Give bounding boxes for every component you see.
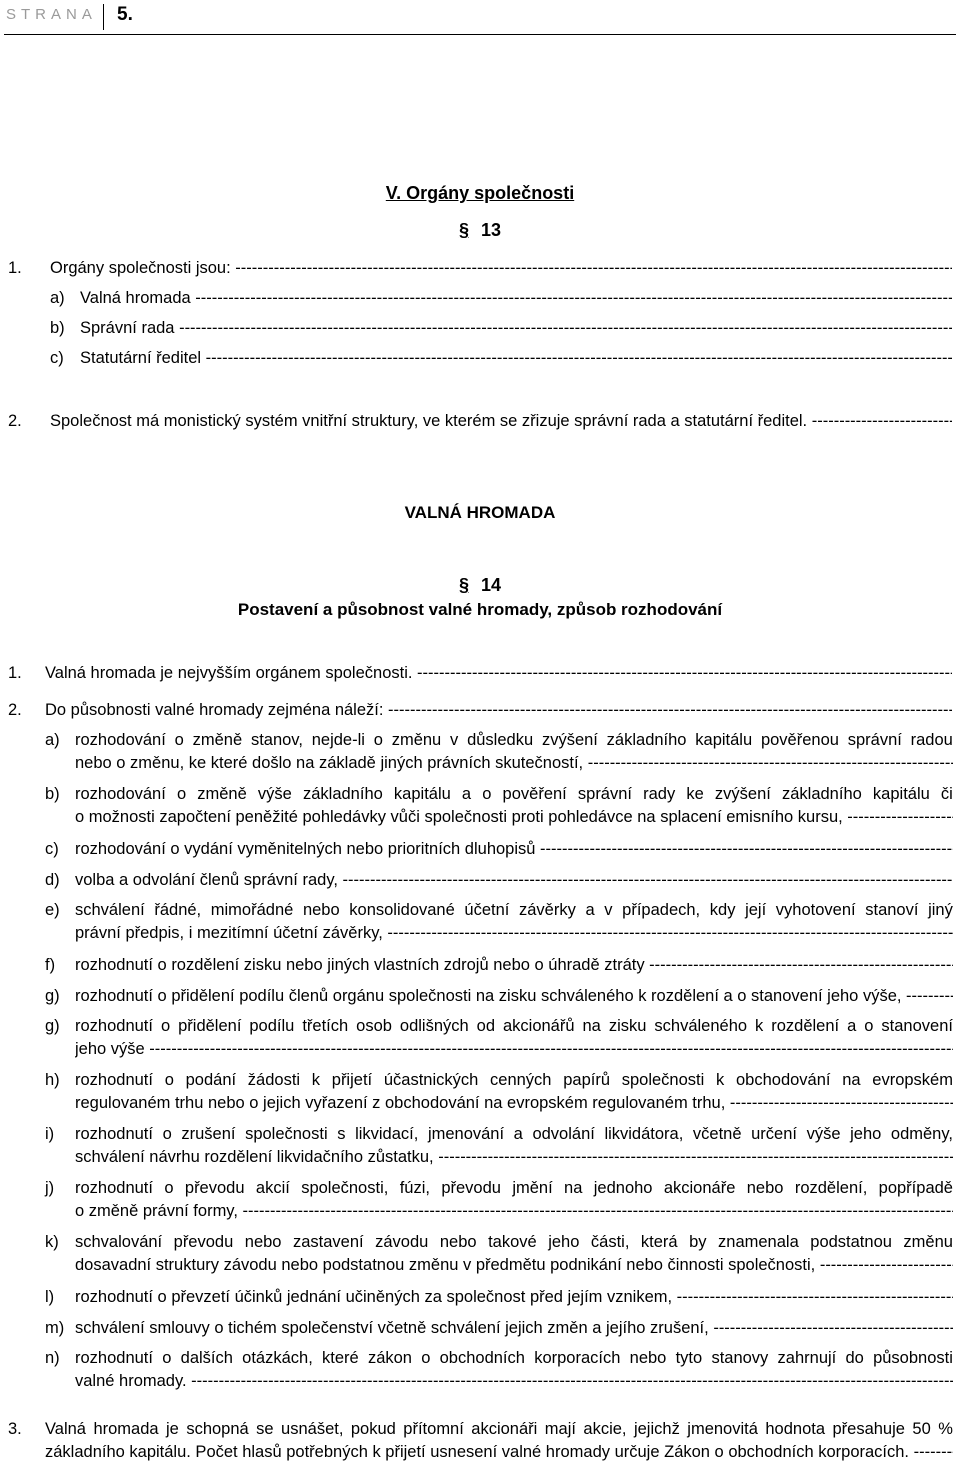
word: 50 (912, 1420, 931, 1438)
section-13-heading (0, 220, 960, 241)
word: změnu (391, 731, 442, 749)
section-14-title: Postavení a působnost valné hromady, způsob rozhodování (237, 600, 723, 619)
word: o (164, 1179, 174, 1197)
word: přijetí (331, 1071, 373, 1089)
word: konsolidované (349, 901, 455, 919)
word: se (256, 1420, 274, 1438)
word: obchodování (735, 1071, 831, 1089)
word: rozhodnutí (75, 1179, 153, 1197)
word: zvýšení (541, 731, 598, 749)
word: na (582, 1017, 601, 1035)
sec14-item-line (75, 729, 953, 751)
word: odlišných (399, 1017, 469, 1035)
word: jmění (512, 1179, 553, 1197)
word: na (842, 1071, 861, 1089)
word: akcií (255, 1179, 290, 1197)
word: správní (577, 785, 632, 803)
word: fúzi, (399, 1179, 430, 1197)
word: kapitálu (872, 785, 930, 803)
sec14-p2-text: Do působnosti valné hromady zejména náleží: ----- (45, 699, 952, 721)
word: v (450, 731, 459, 749)
word: jmenovitá (687, 1420, 758, 1438)
word: přítomní (403, 1420, 464, 1438)
sec13-item-text: Správní rada ----- (80, 317, 952, 339)
word: mají (544, 1420, 576, 1438)
word: její (745, 901, 767, 919)
word: radou (910, 731, 953, 749)
word: zákon (367, 1349, 412, 1367)
sec14-item-line: jeho výše ----- (75, 1038, 953, 1060)
word: zahrnují (777, 1349, 837, 1367)
sec13-item-letter: a) (50, 289, 65, 307)
word: hromada (93, 1420, 159, 1438)
chapter-title: V. Orgány společnosti (385, 183, 575, 203)
word: pokud (350, 1420, 396, 1438)
word: likvidátora, (604, 1125, 684, 1143)
word: třetích (302, 1017, 349, 1035)
word: případech, (622, 901, 701, 919)
sec14-p2-number: 2. (8, 701, 22, 719)
word: působnosti (873, 1349, 953, 1367)
word: základního (606, 731, 687, 749)
sec14-item-letter: n) (45, 1349, 60, 1367)
sec14-item-line: rozhodnutí o rozdělení zisku nebo jiných vlastních zdrojů nebo o úhradě ztráty ----- (75, 954, 953, 976)
sec13-p2-text (50, 410, 952, 432)
sec14-item-line: rozhodnutí o přidělení podílu členů orgánu společnosti na zisku schváleného k rozdělení a o stanovení jeho výše, ----- (75, 985, 953, 1007)
sec14-item-line (75, 899, 953, 921)
word: schváleného (654, 1017, 748, 1035)
sec14-item-line: schválení návrhu rozdělení likvidačního zůstatku, ----- (75, 1146, 953, 1168)
word: od (476, 1017, 496, 1035)
sec14-item-letter: k) (45, 1233, 59, 1251)
sec14-item-line (75, 783, 953, 805)
sec14-item-line: o možnosti započtení peněžité pohledávky vůči společnosti proti pohledávce na splacení emisního kursu, ----- (75, 806, 953, 828)
section-symbol: § (458, 575, 469, 595)
sec14-item-letter: e) (45, 901, 60, 919)
word: včetně (692, 1125, 742, 1143)
word: k (311, 1071, 321, 1089)
word: důsledku (467, 731, 534, 749)
word: k (755, 1017, 764, 1035)
word: zrušení (181, 1125, 236, 1143)
word: cenných (490, 1071, 552, 1089)
word: rozdělení (771, 1017, 840, 1035)
sec14-item-letter: l) (45, 1288, 55, 1306)
word: vyhotovení (775, 901, 856, 919)
word: převodu (173, 1233, 234, 1251)
word: podstatnou (810, 1233, 892, 1251)
word: by (689, 1233, 707, 1251)
word: přesahuje (832, 1420, 905, 1438)
word: jednoho (593, 1179, 653, 1197)
word: schopná (186, 1420, 249, 1438)
page-number: 5. (117, 4, 133, 25)
word: žádosti (247, 1071, 301, 1089)
word: rozhodnutí (75, 1349, 153, 1367)
word: závodu (375, 1233, 429, 1251)
word: schvalování (75, 1233, 163, 1251)
word: jeho (850, 1125, 882, 1143)
word: výše (257, 785, 292, 803)
section-symbol: § (458, 220, 469, 240)
word: správní (847, 731, 902, 749)
word: osob (356, 1017, 392, 1035)
sec14-item-line: valné hromady. ----- (75, 1370, 953, 1392)
word: přidělení (178, 1017, 242, 1035)
word: nebo (746, 1179, 784, 1197)
word: akcie, (583, 1420, 627, 1438)
sec13-p2-number: 2. (8, 412, 22, 430)
word: akcionářů (502, 1017, 575, 1035)
sec14-item-line: rozhodování o vydání vyměnitelných nebo prioritních dluhopisů ----- (75, 838, 953, 860)
word: o (373, 731, 383, 749)
word: pověřenou (760, 731, 839, 749)
word: podání (185, 1071, 237, 1089)
word: s (337, 1125, 346, 1143)
sec14-item-letter: a) (45, 731, 60, 749)
word: k (716, 1071, 725, 1089)
word: o (162, 1349, 172, 1367)
word: stanovení (881, 1017, 953, 1035)
sec13-p1-text: Orgány společnosti jsou: ----- (50, 257, 952, 279)
sec14-item-line: rozhodnutí o převzetí účinků jednání učiněných za společnost před jejím vznikem, ----- (75, 1286, 953, 1308)
sec14-item-letter: j) (45, 1179, 55, 1197)
word: rozhodnutí (75, 1071, 153, 1089)
sec14-item-letter: c) (45, 840, 59, 858)
sec14-item-line: právní předpis, i mezitímní účetní závěrky, ----- (75, 922, 953, 944)
word: o (162, 1125, 172, 1143)
sec14-item-line: schválení smlouvy o tichém společenství včetně schválení jejich změn a jejího zrušení, ----- (75, 1317, 953, 1339)
word: rozhodnutí (75, 1125, 153, 1143)
word: je (166, 1420, 179, 1438)
word: znamenala (718, 1233, 799, 1251)
word: které (322, 1349, 359, 1367)
word: o (160, 1017, 171, 1035)
word: změně (197, 785, 247, 803)
word: kapitálu (695, 731, 753, 749)
word: jmenování (427, 1125, 505, 1143)
sec14-item-line (75, 1123, 953, 1145)
sec14-item-line: dosavadní struktury závodu nebo podstatnou změnu v předmětu podnikání nebo činnosti společnosti, ----- (75, 1254, 953, 1276)
word: nebo (439, 1233, 477, 1251)
word: rozhodování (75, 785, 166, 803)
sec13-item-text: Valná hromada ----- (80, 287, 952, 309)
word: řádné, (154, 901, 202, 919)
sec14-item-letter: f) (45, 956, 56, 974)
sec14-item-letter: i) (45, 1125, 55, 1143)
sec14-item-line: regulovaném trhu nebo o jejich vyřazení z obchodování na evropském regulovaném trhu, ----- (75, 1092, 953, 1114)
word: ke (686, 785, 704, 803)
word: převodu (441, 1179, 501, 1197)
word: o (864, 1017, 874, 1035)
sec13-p1-number: 1. (8, 259, 22, 277)
word: zvýšení (714, 785, 771, 803)
word: převodu (184, 1179, 245, 1197)
section-number: 14 (480, 575, 502, 595)
word: změně (192, 731, 243, 749)
sec14-item-line (75, 1069, 953, 1091)
word: základního (781, 785, 862, 803)
word: a (513, 1125, 523, 1143)
word: odměny, (890, 1125, 953, 1143)
word: a (847, 1017, 857, 1035)
word: evropském (872, 1071, 953, 1089)
word: Valná (45, 1420, 86, 1438)
word: v (604, 901, 613, 919)
word: dalších (180, 1349, 233, 1367)
word: kdy (709, 901, 736, 919)
word: stanov, (250, 731, 303, 749)
word: která (640, 1233, 678, 1251)
page-label: STRANA (6, 6, 97, 23)
word: stanovy (711, 1349, 769, 1367)
word: o (176, 785, 187, 803)
word: korporacích (534, 1349, 621, 1367)
section-number: 13 (480, 220, 502, 240)
word: % (938, 1420, 953, 1438)
word: účastnických (383, 1071, 479, 1089)
sec14-item-line (75, 1347, 953, 1369)
sec13-item-letter: b) (50, 319, 65, 337)
word: do (845, 1349, 864, 1367)
word: popřípadě (878, 1179, 953, 1197)
word: obchodních (439, 1349, 525, 1367)
word: nebo (302, 901, 340, 919)
sec14-item-line (75, 1231, 953, 1253)
word: jiný (928, 901, 953, 919)
word: zisku (608, 1017, 647, 1035)
word: na (564, 1179, 583, 1197)
word: a (585, 901, 595, 919)
word: společnosti (245, 1125, 328, 1143)
word: podílu (249, 1017, 295, 1035)
word: nebo (629, 1349, 667, 1367)
word: o (164, 1071, 174, 1089)
word: jeho (548, 1233, 580, 1251)
word: změnu (903, 1233, 953, 1251)
sec14-item-line (75, 1177, 953, 1199)
word: společnosti, (301, 1179, 389, 1197)
word: společnosti (621, 1071, 705, 1089)
word: akcionáře (663, 1179, 736, 1197)
word: zastavení (293, 1233, 364, 1251)
word: tyto (675, 1349, 703, 1367)
sec14-item-letter: m) (45, 1319, 65, 1337)
word: papírů (563, 1071, 611, 1089)
sec14-item-letter: d) (45, 871, 60, 889)
word: schválení (75, 901, 145, 919)
word: jejichž (633, 1420, 680, 1438)
sec13-p2-body: Společnost má monistický systém vnitřní struktury, ve kterém se zřizuje správní rada a statutární ředitel. (50, 412, 808, 430)
word: akcionáři (471, 1420, 538, 1438)
sec14-item-line: nebo o změnu, ke které došlo na základě jiných právních skutečností, ----- (75, 752, 953, 774)
section-14-heading (0, 575, 960, 596)
sec14-item-letter: g) (45, 987, 60, 1005)
word: rozhodování (75, 731, 166, 749)
word: rozhodnutí (75, 1017, 153, 1035)
word: či (940, 785, 953, 803)
word: a (461, 785, 472, 803)
sec14-item-line: volba a odvolání členů správní rady, ----- (75, 869, 953, 891)
word: likvidací, (355, 1125, 419, 1143)
word: základního (302, 785, 383, 803)
word: určení (751, 1125, 797, 1143)
word: o (421, 1349, 431, 1367)
word: hodnota (765, 1420, 826, 1438)
sec14-p1-text: Valná hromada je nejvyšším orgánem společnosti. ----- (45, 662, 952, 684)
word: závěrky (518, 901, 576, 919)
sec14-item-letter: g) (45, 1017, 60, 1035)
word: otázkách, (242, 1349, 313, 1367)
part-title: VALNÁ HROMADA (404, 503, 556, 522)
word: takové (488, 1233, 537, 1251)
sec14-item-line: o změně právní formy, ----- (75, 1200, 953, 1222)
header-separator (103, 4, 104, 30)
word: rady (643, 785, 676, 803)
word: o (482, 785, 492, 803)
sec13-item-text: Statutární ředitel ----- (80, 347, 952, 369)
word: nejde-li (311, 731, 365, 749)
word: o (174, 731, 184, 749)
sec14-item-letter: h) (45, 1071, 60, 1089)
word: části, (590, 1233, 630, 1251)
word: odvolání (532, 1125, 595, 1143)
sec14-item-letter: b) (45, 785, 60, 803)
page-header (0, 0, 960, 38)
word: výše (806, 1125, 841, 1143)
sec14-p1-number: 1. (8, 664, 22, 682)
dash-leader (807, 412, 952, 430)
word: nebo (244, 1233, 282, 1251)
word: účetní (464, 901, 510, 919)
word: rozdělení, (794, 1179, 868, 1197)
word: mimořádné (210, 901, 294, 919)
sec14-p3-line: základního kapitálu. Počet hlasů potřebných k přijetí usnesení valné hromady určuje Zákon o obchodních korporacích. ----- (45, 1441, 953, 1463)
sec14-item-line (75, 1015, 953, 1037)
word: stanoví (865, 901, 919, 919)
sec14-p3-number: 3. (8, 1420, 22, 1438)
word: kapitálu (393, 785, 451, 803)
word: pověření (502, 785, 567, 803)
sec14-p3-line (45, 1418, 953, 1440)
header-rule (4, 34, 956, 35)
word: usnášet, (281, 1420, 344, 1438)
sec13-item-letter: c) (50, 349, 64, 367)
